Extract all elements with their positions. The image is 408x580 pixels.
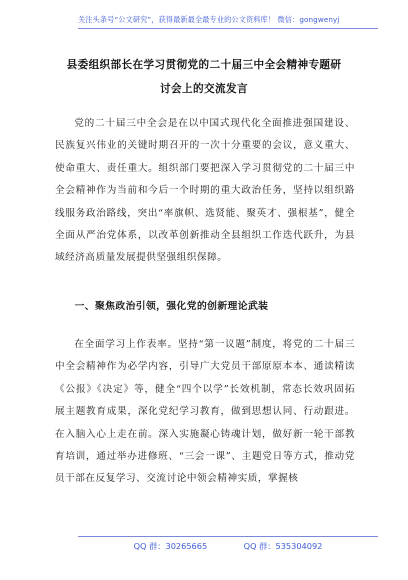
section-1-heading: 一、聚焦政治引领，强化党的创新理论武装 (74, 301, 269, 312)
header-promo-note: 关注头条号“公文研究”，获得最新最全最专业的公文资料库！ 微信：gongwenyj (78, 15, 378, 29)
document-title-line-2: 讨会上的交流发言 (160, 83, 248, 95)
footer-qq-number-2: 535304092 (275, 541, 323, 551)
document-title-line-1: 县委组织部长在学习贯彻党的二十届三中全会精神专题研 (66, 59, 342, 71)
footer-qq-label-1: QQ 群： (133, 541, 166, 551)
footer-qq-groups (78, 536, 378, 552)
section-1-body (55, 334, 355, 491)
footer-qq-number-1: 30265665 (165, 541, 208, 551)
footer-qq-label-2: QQ 群： (243, 541, 276, 551)
intro-paragraph: 党的二十届三中全会是在以中国式现代化全面推进强国建设、民族复兴伟业的关键时期召开的一次十分重要的会议，意义重大、使命重大、责任重大。组织部门要把深入学习贯彻党的二十届三中全会精神作为当前和今后一个时期的重大政治任务，坚持以组织路线服务政治路线，突出“率旗帜、选贤能、聚英才、强根基”，健全全面从严治党体系，以改革创新推动全县组织工作迭代跃升，为县域经济高质量发展提供坚强组织保障。 (55, 118, 355, 264)
intro-section (55, 113, 355, 270)
section-1-paragraph: 在全面学习上作表率。坚持“第一议题”制度，将党的二十届三中全会精神作为必学内容，引导广大党员干部原原本本、通读精读《公报》《决定》等，健全“四个以学”长效机制，常态长效巩固拓展主题教育成果，深化党纪学习教育，做到思想认同、行动跟进。在入脑入心上走在前。深入实施凝心铸魂计划，做好新一轮干部教育培训，通过举办进修班、“三会一课”、主题党日等方式，推动党员干部在反复学习、交流讨论中领会精神实质，掌握核 (55, 339, 355, 485)
